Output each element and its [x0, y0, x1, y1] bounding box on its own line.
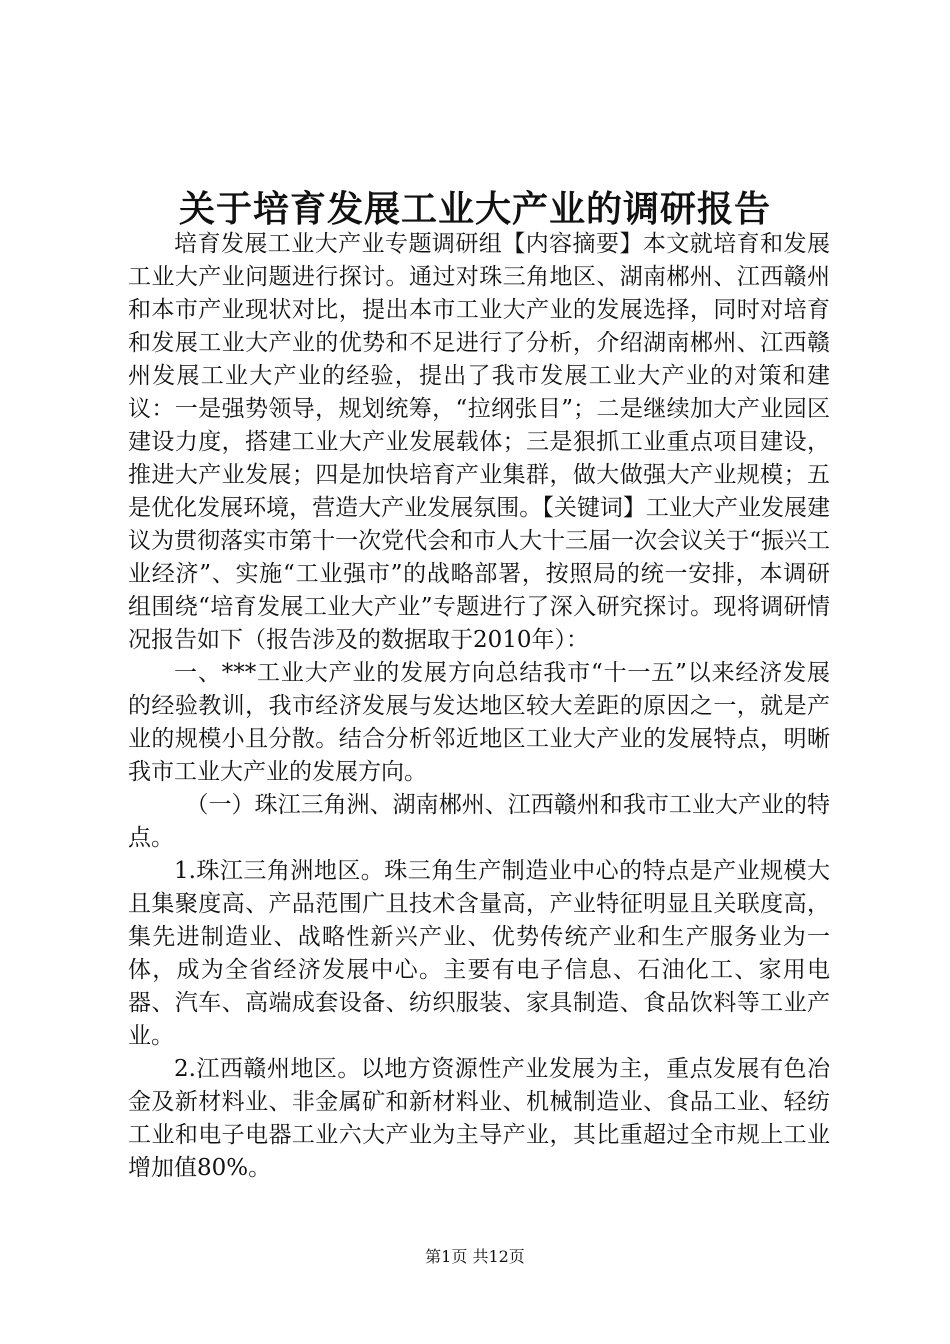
paragraph-abstract: 培育发展工业大产业专题调研组【内容摘要】本文就培育和发展工业大产业问题进行探讨。通过对珠三角地区、湖南郴州、江西赣州和本市产业现状对比，提出本市工业大产业的发展选择，同时对培育和发展工业大产业的优势和不足进行了分析，介绍湖南郴州、江西赣州发展工业大产业的经验，提出了我市发展工业大产业的对策和建议：一是强势领导，规划统筹，“拉纲张目”；二是继续加大产业园区建设力度，搭建工业大产业发展载体；三是狠抓工业重点项目建设，推进大产业发展；四是加快培育产业集群，做大做强大产业规模；五是优化发展环境，营造大产业发展氛围。【关键词】工业大产业发展建议为贯彻落实市第十一次党代会和市人大十三届一次会议关于“振兴工业经济”、实施“工业强市”的战略部署，按照局的统一安排，本调研组围绕“培育发展工业大产业”专题进行了深入研究探讨。现将调研情况报告如下（报告涉及的数据取于2010年）：	[128, 231, 830, 653]
paragraph-item-two: 2.江西赣州地区。以地方资源性产业发展为主，重点发展有色冶金及新材料业、非金属矿和新材料业、机械制造业、食品工业、轻纺工业和电子电器工业六大产业为主导产业，其比重超过全市规上工业增加值80%。	[128, 1056, 830, 1181]
paragraph-section-one: 一、***工业大产业的发展方向总结我市“十一五”以来经济发展的经验教训，我市经济发展与发达地区较大差距的原因之一，就是产业的规模小且分散。结合分析邻近地区工业大产业的发展特点，明晰我市工业大产业的发展方向。	[128, 660, 830, 785]
paragraph-item-one: 1.珠江三角洲地区。珠三角生产制造业中心的特点是产业规模大且集聚度高、产品范围广且技术含量高，产业特征明显且关联度高，集先进制造业、战略性新兴产业、优势传统产业和生产服务业为一体，成为全省经济发展中心。主要有电子信息、石油化工、家用电器、汽车、高端成套设备、纺织服装、家具制造、食品饮料等工业产业。	[128, 858, 830, 1049]
paragraph-subsection-one: （一）珠江三角洲、湖南郴州、江西赣州和我市工业大产业的特点。	[128, 792, 830, 851]
document-body	[128, 228, 830, 1185]
page-footer: 第1页 共12页	[425, 1247, 525, 1266]
document-title: 关于培育发展工业大产业的调研报告	[178, 188, 771, 230]
